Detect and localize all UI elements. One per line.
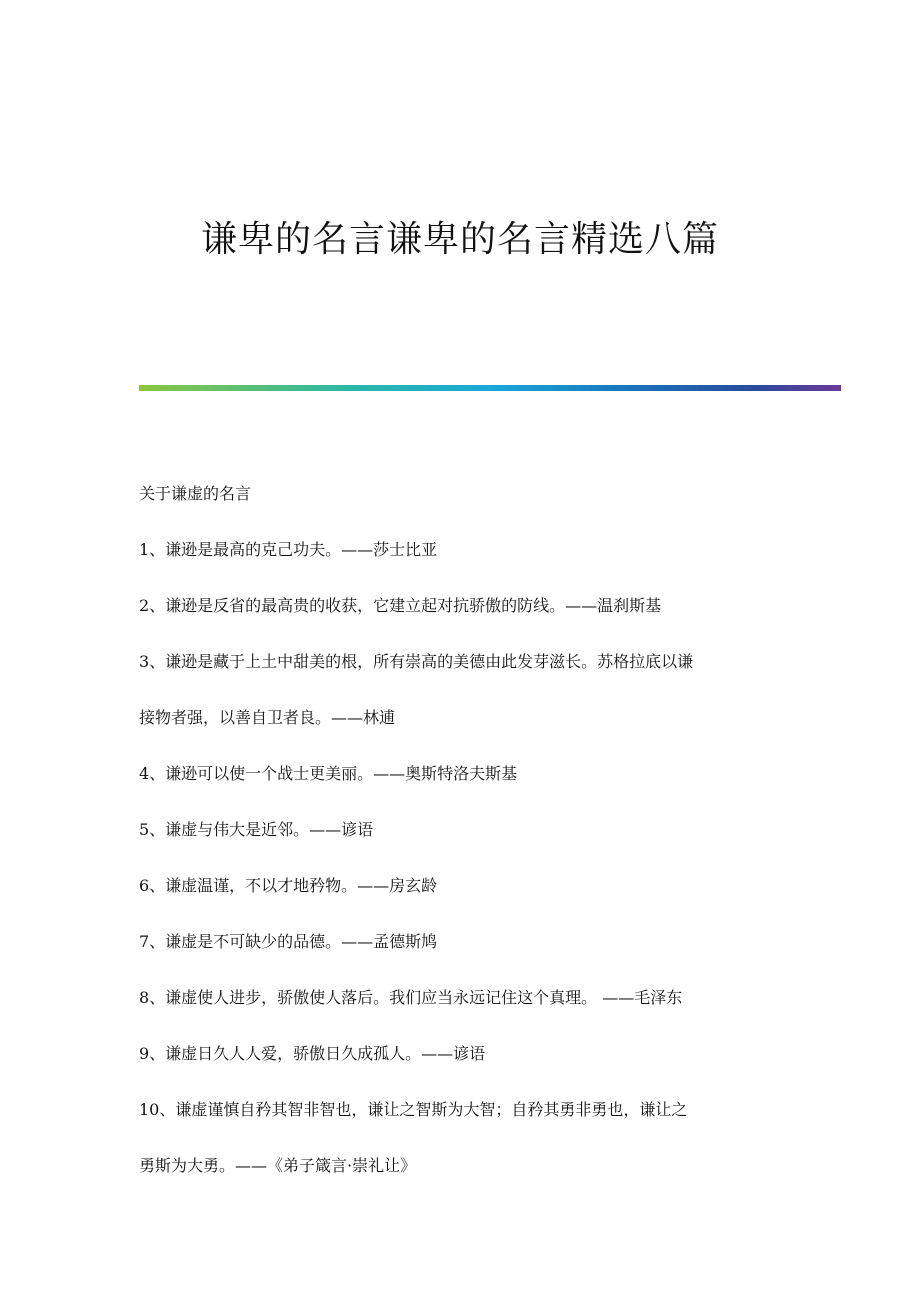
quote-line: 5、谦虚与伟大是近邻。——谚语	[139, 820, 374, 839]
section-heading: 关于谦虚的名言	[139, 484, 252, 503]
quote-line: 2、谦逊是反省的最高贵的收获，它建立起对抗骄傲的防线。——温刹斯基	[139, 596, 662, 615]
quote-list	[139, 466, 799, 1194]
document-title: 谦卑的名言谦卑的名言精选八篇	[200, 219, 719, 260]
quote-line: 7、谦虚是不可缺少的品德。——孟德斯鸠	[139, 932, 438, 951]
quote-line: 勇斯为大勇。——《弟子箴言·崇礼让》	[139, 1156, 417, 1175]
quote-line: 9、谦虚日久人人爱，骄傲日久成孤人。——谚语	[139, 1044, 486, 1063]
quote-line: 8、谦虚使人进步，骄傲使人落后。我们应当永远记住这个真理。 ——毛泽东	[139, 988, 683, 1007]
quote-line: 接物者强，以善自卫者良。——林逋	[139, 708, 396, 727]
quote-line: 6、谦虚温谨，不以才地矜物。——房玄龄	[139, 876, 438, 895]
quote-line: 1、谦逊是最高的克己功夫。——莎士比亚	[139, 540, 438, 559]
quote-line: 4、谦逊可以使一个战士更美丽。——奥斯特洛夫斯基	[139, 764, 518, 783]
quote-line: 10、谦虚谨慎自矜其智非智也，谦让之智斯为大智；自矜其勇非勇也，谦让之	[139, 1100, 688, 1119]
title-divider-rule	[139, 385, 841, 391]
quote-line: 3、谦逊是藏于上土中甜美的根，所有崇高的美德由此发芽滋长。苏格拉底以谦	[139, 652, 694, 671]
